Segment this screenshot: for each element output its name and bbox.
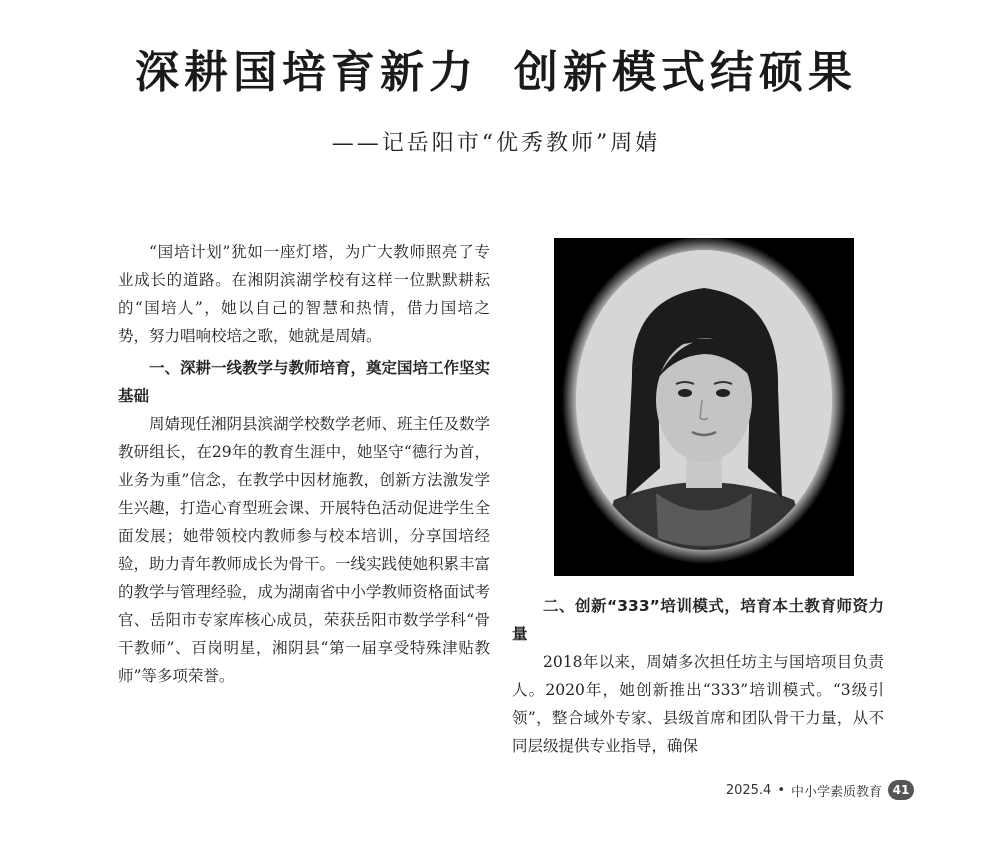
intro-paragraph: “国培计划”犹如一座灯塔，为广大教师照亮了专业成长的道路。在湘阴滨湖学校有这样一位默默耕耘的“国培人”，她以自己的智慧和热情，借力国培之势，努力唱响校培之歌，她就是周婧。 xyxy=(118,243,490,345)
portrait-photo xyxy=(554,238,854,576)
section-1-heading: 一、深耕一线教学与教师培育，奠定国培工作坚实基础 xyxy=(118,359,491,405)
portrait-image xyxy=(554,238,854,576)
section-2-paragraph: 2018年以来，周婧多次担任坊主与国培项目负责人。2020年，她创新推出“333”培训模式。“3级引领”，整合域外专家、县级首席和团队骨干力量，从不同层级提供专业指导，确保 xyxy=(512,653,884,755)
right-column xyxy=(512,592,884,760)
page-footer xyxy=(726,778,914,802)
title-part-1: 深耕国培育新力 xyxy=(135,47,478,98)
footer-bullet: • xyxy=(777,782,785,798)
title-part-2: 创新模式结硕果 xyxy=(514,47,857,98)
section-2-heading: 二、创新“333”培训模式，培育本土教育师资力量 xyxy=(512,597,884,643)
left-column xyxy=(118,238,490,690)
article-title xyxy=(0,36,992,100)
section-1-paragraph: 周婧现任湘阴县滨湖学校数学老师、班主任及数学教研组长，在29年的教育生涯中，她坚守“德行为首，业务为重”信念，在教学中因材施教，创新方法激发学生兴趣，打造心育型班会课、开展特色活动促进学生全面发展；她带领校内教师参与校本培训，分享国培经验，助力青年教师成长为骨干。一线实践使她积累丰富的教学与管理经验，成为湖南省中小学教师资格面试考官、岳阳市专家库核心成员，荣获岳阳市数学学科“骨干教师”、百岗明星，湘阴县“第一届享受特殊津贴教师”等多项荣誉。 xyxy=(118,415,491,685)
page-number: 41 xyxy=(888,780,914,800)
issue-date: 2025.4 xyxy=(725,782,772,798)
journal-name: 中小学素质教育 xyxy=(790,784,882,800)
article-subtitle: ——记岳阳市“优秀教师”周婧 xyxy=(331,131,661,156)
